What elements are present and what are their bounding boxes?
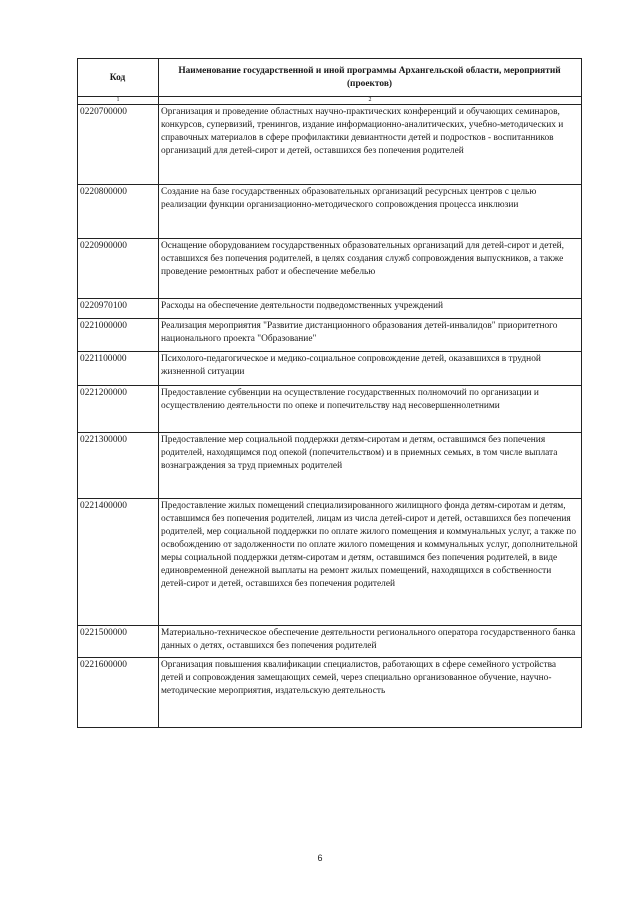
row-name: Создание на базе государственных образовательных организаций ресурсных центров с целью реализации функции организационно-методического сопровождения процесса инклюзии [159,185,582,239]
row-name: Расходы на обеспечение деятельности подведомственных учреждений [159,299,582,319]
table-row [78,499,582,626]
row-code: 0221200000 [78,386,159,433]
table-row [78,386,582,433]
table-row [78,319,582,352]
header-name: Наименование государственной и иной программы Архангельской области, мероприятий (проектов) [159,59,582,97]
row-code: 0220900000 [78,239,159,299]
table-row [78,352,582,386]
row-name: Организация повышения квалификации специалистов, работающих в сфере семейного устройства детей и сопровождения замещающих семей, через специально организованное обучение, научно-методические мероприятия, издательскую деятельность [159,658,582,728]
program-table [77,58,582,728]
table-row [78,185,582,239]
table-row [78,626,582,658]
table-row [78,433,582,499]
column-number-row [78,97,582,105]
table-header-row [78,59,582,97]
row-code: 0221000000 [78,319,159,352]
row-code: 0220970100 [78,299,159,319]
row-name: Оснащение оборудованием государственных образовательных организаций для детей-сирот и детей, оставшихся без попечения родителей, в целях создания служб сопровождения выпускников, а также проведение ремонтных работ и обеспечение мебелью [159,239,582,299]
column-number-2: 2 [159,97,582,105]
column-number-1: 1 [78,97,159,105]
table-row [78,658,582,728]
row-code: 0221300000 [78,433,159,499]
row-name: Материально-техническое обеспечение деятельности регионального оператора государственного банка данных о детях, оставшихся без попечения родителей [159,626,582,658]
row-code: 0221500000 [78,626,159,658]
row-code: 0221100000 [78,352,159,386]
row-name: Предоставление жилых помещений специализированного жилищного фонда детям-сиротам и детям, оставшимся без попечения родителей, лицам из числа детей-сирот и детей, оставшихся без попечения родителей, мер социальной поддержки по оплате жилого помещения и коммунальных услуг, а также по освобождению от задолженности по оплате жилого помещения и коммунальных услуг, дополнительной меры социальной поддержки детям-сиротам и детям, оставшимся без попечения родителей, в виде единовременной денежной выплаты на ремонт жилых помещений, находящихся в собственности детей-сирот и детей, оставшихся без попечения родителей [159,499,582,626]
row-name: Организация и проведение областных научно-практических конференций и обучающих семинаров, конкурсов, супервизий, тренингов, издание информационно-аналитических, учебно-методических и справочных материалов в сфере профилактики девиантности детей и подростков - воспитанников организаций для детей-сирот и детей, оставшихся без попечения родителей [159,105,582,185]
row-code: 0220800000 [78,185,159,239]
page-number: 6 [317,853,323,863]
header-code: Код [78,59,159,97]
row-code: 0220700000 [78,105,159,185]
table-row [78,239,582,299]
row-code: 0221600000 [78,658,159,728]
table-row [78,105,582,185]
row-name: Предоставление субвенции на осуществление государственных полномочий по организации и осуществлению деятельности по опеке и попечительству над несовершеннолетними [159,386,582,433]
row-code: 0221400000 [78,499,159,626]
row-name: Реализация мероприятия "Развитие дистанционного образования детей-инвалидов" приоритетного национального проекта "Образование" [159,319,582,352]
row-name: Предоставление мер социальной поддержки детям-сиротам и детям, оставшимся без попечения родителей, находящимся под опекой (попечительством) и в приемных семьях, в том числе выплата вознаграждения за труд приемных родителей [159,433,582,499]
row-name: Психолого-педагогическое и медико-социальное сопровождение детей, оказавшихся в трудной жизненной ситуации [159,352,582,386]
table-row [78,299,582,319]
